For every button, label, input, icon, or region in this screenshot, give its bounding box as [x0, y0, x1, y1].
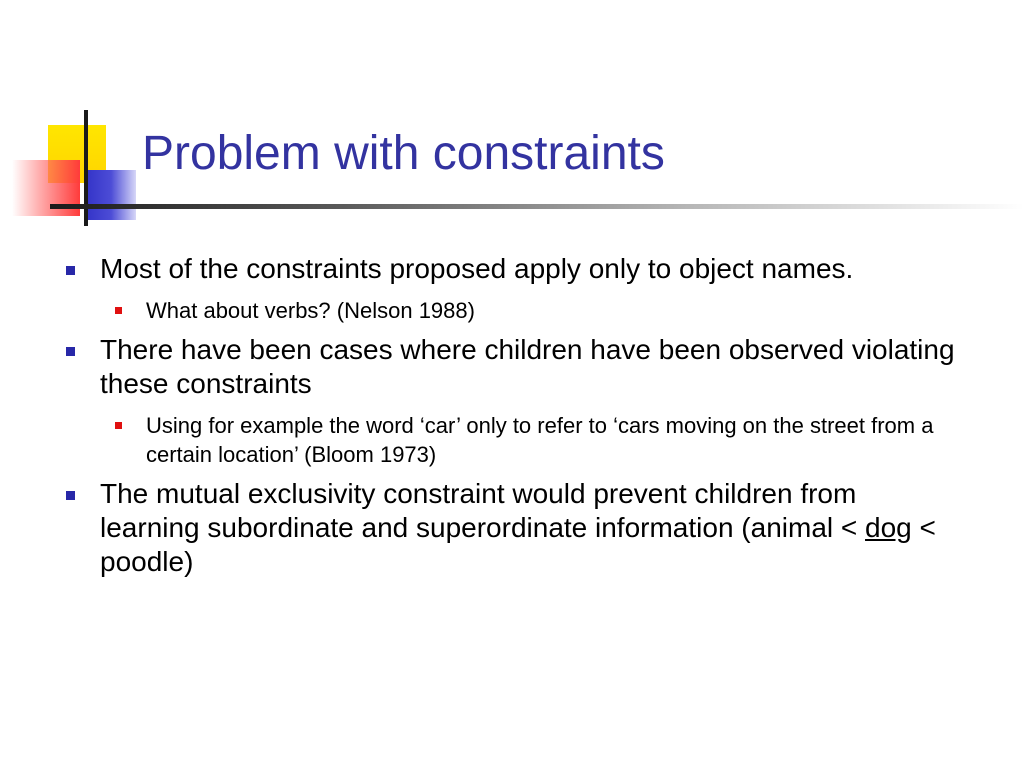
sub-bullet-square-icon [115, 307, 122, 314]
bullet-text: There have been cases where children have been observed violating these constraints [100, 334, 955, 399]
slide-content [60, 252, 960, 589]
logo-blue-square [86, 170, 136, 220]
sub-bullet-text: Using for example the word ‘car’ only to refer to ‘cars moving on the street from a certain location’ (Bloom 1973) [146, 413, 934, 467]
slide-title: Problem with constraints [142, 127, 665, 180]
bullet-text-before: The mutual exclusivity constraint would prevent children from learning subordinate and superordinate information (animal < [100, 478, 866, 543]
bullet-item [60, 477, 960, 579]
sub-bullet-square-icon [115, 422, 122, 429]
sub-bullet-text: What about verbs? (Nelson 1988) [146, 298, 475, 323]
sub-bullet-item [60, 296, 960, 325]
sub-bullet-item [60, 411, 960, 469]
bullet-item [60, 333, 960, 401]
bullet-text-underlined: dog [865, 512, 912, 543]
bullet-square-icon [66, 491, 75, 500]
title-underline-rule [50, 204, 1024, 209]
bullet-text-after: < poodle) [100, 512, 936, 577]
bullet-square-icon [66, 347, 75, 356]
bullet-item [60, 252, 960, 286]
bullet-square-icon [66, 266, 75, 275]
bullet-text: Most of the constraints proposed apply only to object names. [100, 253, 854, 284]
